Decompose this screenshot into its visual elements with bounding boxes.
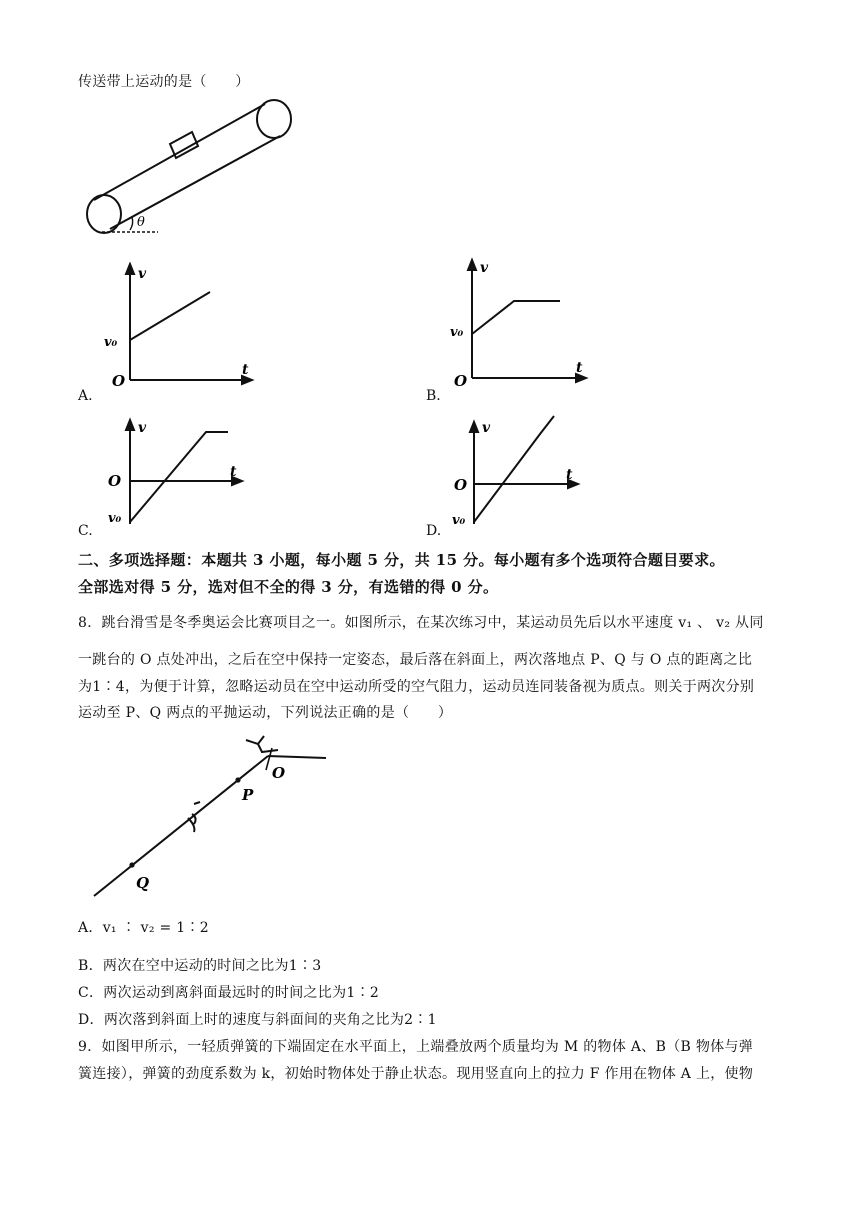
velocity-line: [472, 301, 560, 334]
option-d-graph: [448, 414, 608, 530]
v-axis-arrow: [126, 420, 134, 430]
q8-stem-line2: 一跳台的 O 点处冲出，之后在空中保持一定姿态，最后落在斜面上，两次落地点 P、Q 与 O 点的距离之比: [78, 652, 753, 668]
origin-label: O: [454, 372, 468, 390]
t-label: t: [576, 360, 583, 376]
point-p: [235, 777, 240, 782]
q-label: Q: [136, 874, 150, 892]
q8-option-a: A．v₁ ∶ v₂ = 1∶2: [78, 920, 209, 936]
point-q: [129, 862, 134, 867]
belt-bottom-edge: [110, 136, 280, 229]
belt-top-edge: [94, 104, 265, 200]
v-axis-arrow: [470, 422, 478, 432]
v0-label: v₀: [452, 513, 466, 528]
q9-stem-line2: 簧连接），弹簧的劲度系数为 k，初始时物体处于静止状态。现用竖直向上的拉力 F 作用在物体 A 上，使物: [78, 1066, 754, 1082]
velocity-line: [130, 292, 210, 340]
velocity-line: [130, 432, 228, 522]
option-b-graph: [448, 254, 608, 390]
q8-stem-line4: 运动至 P、Q 两点的平抛运动，下列说法正确的是（ ）: [78, 705, 453, 721]
q8-option-b: B．两次在空中运动的时间之比为1∶3: [78, 958, 322, 974]
platform-line: [268, 756, 326, 758]
theta-label: θ: [137, 215, 145, 230]
upper-roller: [257, 100, 291, 138]
lower-roller: [87, 195, 121, 233]
q7-stem-tail: 传送带上运动的是（ ）: [78, 74, 250, 90]
v-label: v: [480, 260, 489, 276]
option-a-graph: [100, 262, 260, 392]
option-c-label: C.: [78, 523, 93, 539]
q8-stem-line3: 为1∶4，为便于计算，忽略运动员在空中运动所受的空气阻力，运动员连同装备视为质点。则关于两次分别: [78, 679, 755, 695]
q8-option-d: D．两次落到斜面上时的速度与斜面间的夹角之比为2∶1: [78, 1012, 437, 1028]
skier-icon: [246, 736, 278, 752]
section2-heading-line1: 二、多项选择题：本题共 3 小题，每小题 5 分，共 15 分。每小题有多个选项符合题目要求。: [78, 551, 725, 569]
option-d-label: D.: [426, 523, 442, 539]
q8-option-c: C．两次运动到离斜面最远时的时间之比为1∶2: [78, 985, 380, 1001]
t-label: t: [242, 362, 249, 378]
option-b-label: B.: [426, 388, 441, 404]
v0-label: v₀: [108, 511, 122, 526]
t-label: t: [566, 467, 573, 483]
p-label: P: [242, 786, 254, 804]
q8-stem-line1: 8．跳台滑雪是冬季奥运会比赛项目之一。如图所示，在某次练习中，某运动员先后以水平速度 v₁ 、 v₂ 从同: [78, 615, 764, 631]
v-axis-arrow: [468, 260, 476, 270]
v0-label: v₀: [104, 335, 118, 350]
option-c-graph: [100, 414, 260, 530]
v0-label: v₀: [450, 325, 464, 340]
skier-midair-icon: [188, 802, 200, 832]
section2-heading-line2: 全部选对得 5 分，选对但不全的得 3 分，有选错的得 0 分。: [78, 578, 499, 596]
origin-label: O: [112, 372, 126, 390]
origin-label: O: [454, 476, 468, 494]
conveyor-belt-figure: [80, 98, 300, 243]
v-label: v: [482, 420, 491, 436]
q9-stem-line1: 9．如图甲所示，一轻质弹簧的下端固定在水平面上，上端叠放两个质量均为 M 的物体 A、B（B 物体与弹: [78, 1039, 754, 1055]
o-label: O: [272, 764, 286, 782]
t-label: t: [230, 464, 237, 480]
v-label: v: [138, 420, 147, 436]
v-label: v: [138, 266, 147, 282]
slope-line: [94, 756, 268, 896]
option-a-label: A.: [78, 388, 93, 404]
ski-jump-figure: [88, 728, 348, 904]
origin-label: O: [108, 472, 122, 490]
v-axis-arrow: [126, 264, 134, 274]
